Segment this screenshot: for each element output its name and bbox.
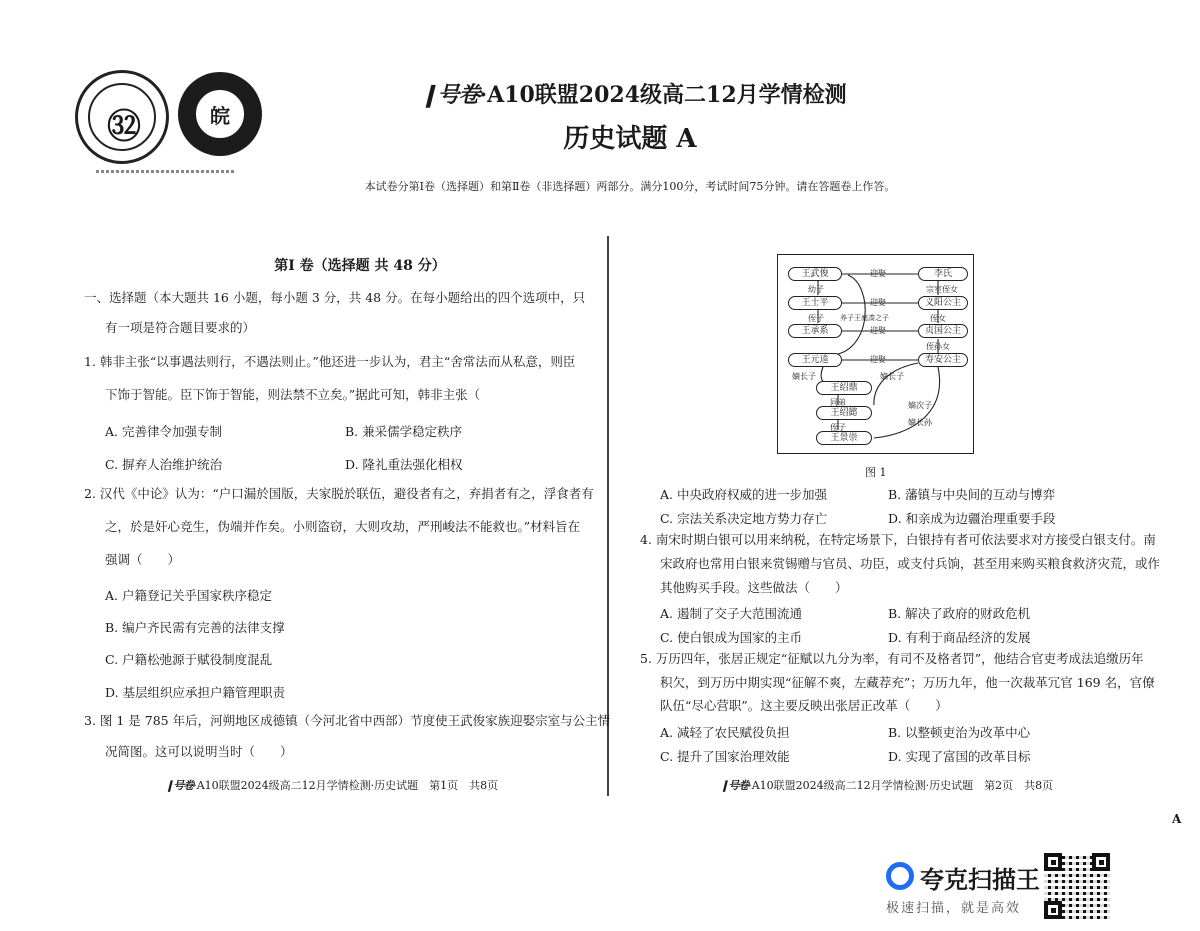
node-wang-wujun: 王武俊 [788, 267, 842, 281]
q1-option-d: D. 隆礼重法强化相权 [345, 457, 463, 472]
q4-stem-line-3: 其他购买手段。这些做法（ ） [660, 580, 848, 595]
q3-stem-line-1: 3. 图 1 是 785 年后，河朔地区成德镇（今河北省中西部）节度使王武俊家族迎娶宗室与公主情 [84, 713, 611, 728]
q3-option-a: A. 中央政府权威的进一步加强 [660, 487, 827, 502]
q5-stem-line-3: 队伍“尽心营职”。这主要反映出张居正改革（ ） [660, 698, 948, 713]
q1-option-a: A. 完善律令加强专制 [105, 424, 222, 439]
rel-marry-1: 迎娶 [870, 269, 886, 278]
q4-option-d: D. 有利于商品经济的发展 [888, 630, 1031, 645]
q2-stem-line-3: 强调（ ） [105, 552, 181, 567]
node-wang-shiping: 王士平 [788, 296, 842, 310]
node-li-shi: 李氏 [918, 267, 968, 281]
education-seal-logo: 皖 [178, 72, 262, 156]
q5-stem-line-1: 5. 万历四年，张居正规定“征赋以九分为率，有司不及格者罚”，他结合官吏考成法追缴历年 [640, 651, 1144, 666]
node-wang-yuankui: 王元逵 [788, 353, 842, 367]
q1-option-c: C. 摒弃人治维护统治 [105, 457, 223, 472]
q2-option-d: D. 基层组织应承担户籍管理职责 [105, 685, 286, 700]
exam-instructions: 本试卷分第Ⅰ卷（选择题）和第Ⅱ卷（非选择题）两部分。满分100分，考试时间75分钟。请在答题卷上作答。 [364, 180, 896, 193]
node-wang-shaoyi: 王绍懿 [816, 406, 872, 420]
subject-title: 历史试题 A [563, 124, 697, 154]
logo-caption-line [96, 170, 236, 173]
q4-option-c: C. 使白银成为国家的主币 [660, 630, 803, 645]
rel-marry-4: 迎娶 [870, 355, 886, 364]
qr-code-icon[interactable] [1044, 853, 1110, 919]
rel-grandniece: 侄孙女 [926, 342, 950, 351]
rel-marry-3: 迎娶 [870, 326, 886, 335]
q2-option-b: B. 编户齐民需有完善的法律支撑 [105, 620, 285, 635]
figure-1-box [777, 254, 974, 454]
rel-nephew-2: 侄子 [830, 423, 846, 432]
brand-mark: ❙号卷 [420, 82, 480, 108]
footer-right: ❙号卷·A10联盟2024级高二12月学情检测·历史试题 第2页 共8页 [720, 779, 1054, 792]
footer-left: ❙号卷·A10联盟2024级高二12月学情检测·历史试题 第1页 共8页 [165, 779, 499, 792]
rel-second-son: 嫡次子 [908, 401, 932, 410]
q3-option-c: C. 宗法关系决定地方势力存亡 [660, 511, 828, 526]
scanner-app-icon [886, 862, 914, 890]
scanner-app-name: 夸克扫描王 [920, 866, 1040, 894]
q2-stem-line-1: 2. 汉代《中论》认为：“户口漏於国版，夫家脱於联伍，避役者有之，弃捐者有之，浮食者有 [84, 486, 594, 501]
figure-1-caption: 图 1 [865, 466, 887, 479]
footer-brand-mark: ❙号卷 [165, 779, 194, 792]
q5-option-d: D. 实现了富国的改革目标 [888, 749, 1031, 764]
rel-adopted: 养子王庭凑之子 [840, 314, 889, 322]
rel-eldest-son-2: 嫡长子 [880, 372, 904, 381]
rel-younger-brother: 同弟 [830, 398, 846, 407]
node-shouan-princess: 寿安公主 [918, 353, 968, 367]
footer-brand-mark-right: ❙号卷 [720, 779, 749, 792]
rel-nephew-1: 侄子 [808, 314, 824, 323]
rel-eldest-grandson: 嫡长孙 [908, 418, 932, 427]
q5-option-b: B. 以整顿吏治为改革中心 [888, 725, 1031, 740]
rel-marry-2: 迎娶 [870, 298, 886, 307]
rel-niece: 侄女 [930, 314, 946, 323]
school-alliance-logo: ㉜ [75, 70, 169, 164]
node-zhenguo-princess: 贞国公主 [918, 324, 968, 338]
q1-option-b: B. 兼采儒学稳定秩序 [345, 424, 463, 439]
q4-option-a: A. 遏制了交子大范围流通 [660, 606, 802, 621]
q3-option-b: B. 藩镇与中央间的互动与博弈 [888, 487, 1056, 502]
section-intro-line-2: 有一项是符合题目要求的） [105, 320, 256, 335]
q3-stem-line-2: 况简图。这可以说明当时（ ） [105, 744, 293, 759]
q5-option-c: C. 提升了国家治理效能 [660, 749, 790, 764]
rel-eldest-son-1: 嫡长子 [792, 372, 816, 381]
column-divider [607, 236, 609, 796]
q1-stem-line-2: 下饰于智能。臣下饰于智能，则法禁不立矣。”据此可知，韩非主张（ [105, 387, 481, 402]
q1-stem-line-1: 1. 韩非主张“以事遇法则行，不遇法则止。”他还进一步认为，君主“舍常法而从私意，则臣 [84, 354, 576, 369]
q2-option-c: C. 户籍松弛源于赋役制度混乱 [105, 652, 273, 667]
node-wang-shaoding: 王绍鼎 [816, 381, 872, 395]
q3-option-d: D. 和亲成为边疆治理重要手段 [888, 511, 1056, 526]
q2-option-a: A. 户籍登记关乎国家秩序稳定 [105, 588, 272, 603]
rel-clan-niece: 宗室侄女 [926, 285, 958, 294]
node-yiyang-princess: 义阳公主 [918, 296, 968, 310]
q4-stem-line-1: 4. 南宋时期白银可以用来纳税，在特定场景下，白银持有者可依法要求对方接受白银支付。南 [640, 532, 1156, 547]
section-intro-line-1: 一、选择题（本大题共 16 小题，每小题 3 分，共 48 分。在每小题给出的四个选项中，只 [84, 290, 586, 305]
side-version-mark: A [1172, 812, 1182, 826]
q5-stem-line-2: 积欠，到万历中期实现“征解不爽，左藏荐充”；万历九年，他一次裁革冗官 169 名，官僚 [660, 675, 1155, 690]
q2-stem-line-2: 之，於是奸心竞生，伪端并作矣。小则盗窃，大则攻劫，严刑峻法不能救也。”材料旨在 [105, 519, 581, 534]
section-heading: 第Ⅰ 卷（选择题 共 48 分） [274, 258, 446, 274]
exam-title: ❙号卷·A10联盟2024级高二12月学情检测 [420, 78, 840, 109]
q4-option-b: B. 解决了政府的财政危机 [888, 606, 1031, 621]
rel-youngest-son: 幼子 [808, 285, 824, 294]
node-wang-chengxi: 王承系 [788, 324, 842, 338]
node-wang-jingchong: 王景崇 [816, 431, 872, 445]
q4-stem-line-2: 宋政府也常用白银来赏锡赠与官员、功臣，或支付兵饷，甚至用来购买粮食救济灾荒，或作 [660, 556, 1161, 571]
scanner-tagline: 极速扫描，就是高效 [886, 901, 1022, 916]
q5-option-a: A. 减轻了农民赋役负担 [660, 725, 790, 740]
